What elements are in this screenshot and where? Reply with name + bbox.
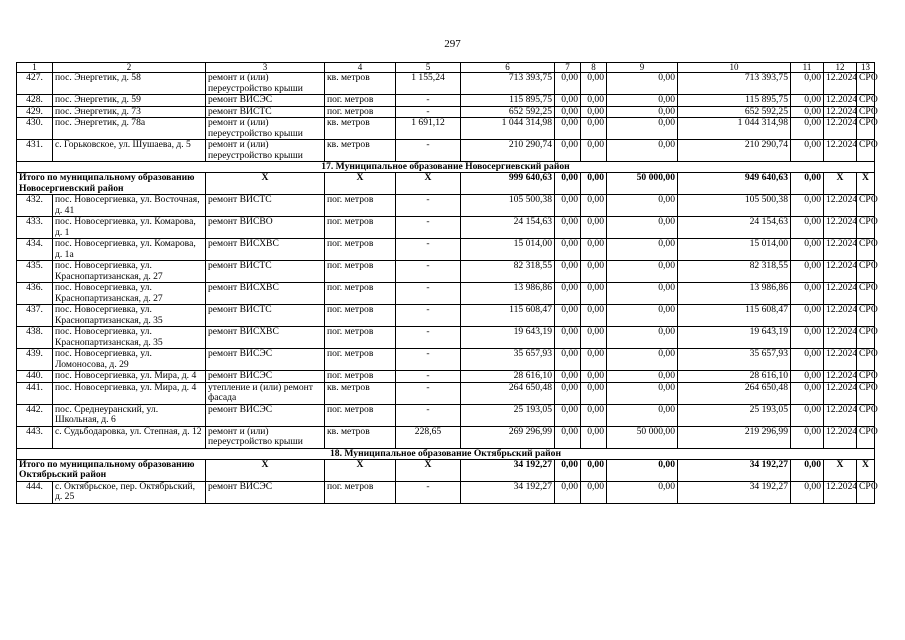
table-cell: пос. Новосергиевка, ул. Комарова, д. 1 (53, 217, 206, 239)
table-cell: - (396, 283, 461, 305)
table-cell: 35 657,93 (678, 349, 791, 371)
table-cell: 0,00 (555, 283, 581, 305)
section-heading: 17. Муниципальное образование Новосергиевский район (17, 162, 875, 173)
table-cell: пог. метров (325, 481, 396, 503)
table-cell: пос. Энергетик, д. 73 (53, 106, 206, 118)
table-cell: 35 657,93 (461, 349, 555, 371)
table-cell: 0,00 (555, 481, 581, 503)
table-cell: 433. (17, 217, 53, 239)
table-cell: 12.2024 (824, 305, 857, 327)
table-cell: ремонт и (или) переустройство крыши (206, 140, 325, 162)
table-cell: 0,00 (581, 371, 607, 383)
table-cell: СРО (857, 261, 875, 283)
table-cell: пос. Новосергиевка, ул. Краснопартизанская, д. 35 (53, 305, 206, 327)
column-number-cell: 8 (581, 63, 607, 73)
table-cell: СРО (857, 217, 875, 239)
table-cell: - (396, 261, 461, 283)
total-cell: 0,00 (581, 173, 607, 195)
table-row (17, 371, 875, 383)
table-cell: 438. (17, 327, 53, 349)
table-cell: ремонт ВИСТС (206, 106, 325, 118)
column-number-cell: 6 (461, 63, 555, 73)
table-cell: 440. (17, 371, 53, 383)
table-cell: 15 014,00 (461, 239, 555, 261)
table-cell: 0,00 (791, 404, 824, 426)
table-cell: 264 650,48 (461, 382, 555, 404)
table-cell: 0,00 (555, 118, 581, 140)
table-cell: 0,00 (791, 426, 824, 448)
table-cell: СРО (857, 239, 875, 261)
column-number-cell: 11 (791, 63, 824, 73)
table-cell: 0,00 (607, 349, 678, 371)
total-cell: X (325, 173, 396, 195)
table-cell: - (396, 106, 461, 118)
column-number-cell: 7 (555, 63, 581, 73)
table-cell: - (396, 195, 461, 217)
table-cell: СРО (857, 349, 875, 371)
total-cell: 0,00 (607, 459, 678, 481)
table-cell: 12.2024 (824, 404, 857, 426)
table-cell: 0,00 (555, 305, 581, 327)
table-cell: 12.2024 (824, 239, 857, 261)
column-number-cell: 9 (607, 63, 678, 73)
total-row (17, 459, 875, 481)
table-cell: 0,00 (791, 217, 824, 239)
table-cell: 431. (17, 140, 53, 162)
table-cell: 228,65 (396, 426, 461, 448)
table-cell: пог. метров (325, 106, 396, 118)
table-cell: 430. (17, 118, 53, 140)
table-cell: 0,00 (555, 371, 581, 383)
table-cell: 34 192,27 (461, 481, 555, 503)
table-cell: пос. Новосергиевка, ул. Мира, д. 4 (53, 371, 206, 383)
table-cell: 12.2024 (824, 426, 857, 448)
table-cell: ремонт ВИСХВС (206, 327, 325, 349)
table-cell: 439. (17, 349, 53, 371)
total-cell: 0,00 (581, 459, 607, 481)
total-cell: X (824, 459, 857, 481)
table-cell: - (396, 217, 461, 239)
table-cell: пос. Новосергиевка, ул. Краснопартизанская, д. 27 (53, 283, 206, 305)
total-cell: 34 192,27 (678, 459, 791, 481)
table-cell: 0,00 (607, 305, 678, 327)
section-heading-row (17, 162, 875, 173)
table-cell: 12.2024 (824, 106, 857, 118)
table-cell: 24 154,63 (678, 217, 791, 239)
table-cell: пог. метров (325, 327, 396, 349)
table-cell: 210 290,74 (461, 140, 555, 162)
table-cell: 0,00 (607, 118, 678, 140)
table-row (17, 382, 875, 404)
table-cell: 429. (17, 106, 53, 118)
table-cell: 115 608,47 (678, 305, 791, 327)
table-cell: 105 500,38 (461, 195, 555, 217)
column-number-cell: 4 (325, 63, 396, 73)
table-cell: - (396, 95, 461, 107)
table-cell: 0,00 (581, 305, 607, 327)
table-row (17, 239, 875, 261)
table-cell: 0,00 (791, 106, 824, 118)
table-cell: пос. Новосергиевка, ул. Краснопартизанская, д. 35 (53, 327, 206, 349)
table-cell: 12.2024 (824, 371, 857, 383)
table-cell: ремонт ВИСЭС (206, 95, 325, 107)
table-cell: 0,00 (581, 140, 607, 162)
table-cell: ремонт ВИСЭС (206, 371, 325, 383)
total-cell: 0,00 (791, 173, 824, 195)
total-cell: 50 000,00 (607, 173, 678, 195)
total-cell: 0,00 (555, 173, 581, 195)
table-row (17, 261, 875, 283)
table-cell: кв. метров (325, 118, 396, 140)
table-cell: СРО (857, 305, 875, 327)
table-cell: 0,00 (581, 73, 607, 95)
table-cell: пос. Новосергиевка, ул. Комарова, д. 1а (53, 239, 206, 261)
table-cell: 0,00 (581, 261, 607, 283)
table-cell: 115 608,47 (461, 305, 555, 327)
column-number-cell: 10 (678, 63, 791, 73)
table-cell: 1 044 314,98 (678, 118, 791, 140)
table-cell: 105 500,38 (678, 195, 791, 217)
table-cell: пос. Новосергиевка, ул. Краснопартизанская, д. 27 (53, 261, 206, 283)
total-cell: X (396, 173, 461, 195)
total-cell: 949 640,63 (678, 173, 791, 195)
table-cell: 0,00 (581, 382, 607, 404)
table-cell: - (396, 349, 461, 371)
table-cell: 269 296,99 (461, 426, 555, 448)
table-cell: СРО (857, 426, 875, 448)
table-cell: 0,00 (607, 371, 678, 383)
table-cell: 0,00 (607, 195, 678, 217)
table-row (17, 217, 875, 239)
table-cell: 0,00 (791, 239, 824, 261)
table-cell: 12.2024 (824, 95, 857, 107)
table-row (17, 327, 875, 349)
table-cell: ремонт и (или) переустройство крыши (206, 426, 325, 448)
table-cell: пог. метров (325, 261, 396, 283)
table-cell: 82 318,55 (461, 261, 555, 283)
table-cell: пос. Новосергиевка, ул. Восточная, д. 41 (53, 195, 206, 217)
table-cell: 0,00 (791, 95, 824, 107)
table-cell: 0,00 (581, 283, 607, 305)
table-row (17, 140, 875, 162)
table-cell: кв. метров (325, 73, 396, 95)
table-cell: пог. метров (325, 283, 396, 305)
table-cell: 435. (17, 261, 53, 283)
table-cell: 0,00 (607, 140, 678, 162)
total-cell: X (857, 459, 875, 481)
column-number-cell: 13 (857, 63, 875, 73)
table-cell: СРО (857, 140, 875, 162)
table-cell: пог. метров (325, 239, 396, 261)
total-cell: X (325, 459, 396, 481)
table-cell: пос. Энергетик, д. 58 (53, 73, 206, 95)
table-cell: 219 296,99 (678, 426, 791, 448)
table-row (17, 73, 875, 95)
table-cell: ремонт ВИСТС (206, 195, 325, 217)
table-cell: кв. метров (325, 426, 396, 448)
table-cell: 0,00 (581, 217, 607, 239)
table-cell: - (396, 382, 461, 404)
table-cell: 437. (17, 305, 53, 327)
table-cell: 12.2024 (824, 195, 857, 217)
table-cell: 0,00 (555, 261, 581, 283)
table-cell: 115 895,75 (461, 95, 555, 107)
table-cell: - (396, 305, 461, 327)
table-cell: ремонт и (или) переустройство крыши (206, 118, 325, 140)
table-cell: 0,00 (791, 261, 824, 283)
table-row (17, 305, 875, 327)
column-number-cell: 2 (53, 63, 206, 73)
table-cell: 0,00 (791, 349, 824, 371)
section-heading: 18. Муниципальное образование Октябрьский район (17, 448, 875, 459)
table-cell: - (396, 327, 461, 349)
table-cell: 0,00 (607, 327, 678, 349)
table-cell: 0,00 (555, 217, 581, 239)
table-cell: с. Горьковское, ул. Шушаева, д. 5 (53, 140, 206, 162)
table-cell: с. Судьбодаровка, ул. Степная, д. 12 (53, 426, 206, 448)
table-cell: 443. (17, 426, 53, 448)
table-cell: 264 650,48 (678, 382, 791, 404)
table-cell: 50 000,00 (607, 426, 678, 448)
table-cell: 0,00 (581, 118, 607, 140)
total-row (17, 173, 875, 195)
table-cell: 1 044 314,98 (461, 118, 555, 140)
total-label: Итого по муниципальному образованию Октябрьский район (17, 459, 206, 481)
table-cell: - (396, 140, 461, 162)
table-cell: 12.2024 (824, 140, 857, 162)
table-cell: ремонт ВИСТС (206, 261, 325, 283)
table-cell: пог. метров (325, 349, 396, 371)
table-cell: 428. (17, 95, 53, 107)
column-number-cell: 1 (17, 63, 53, 73)
table-cell: 210 290,74 (678, 140, 791, 162)
table-cell: 0,00 (607, 481, 678, 503)
table-cell: СРО (857, 73, 875, 95)
table-cell: 12.2024 (824, 118, 857, 140)
table-cell: 12.2024 (824, 217, 857, 239)
table-cell: 432. (17, 195, 53, 217)
table-cell: 12.2024 (824, 73, 857, 95)
table-row (17, 106, 875, 118)
table-cell: пос. Энергетик, д. 59 (53, 95, 206, 107)
table-cell: ремонт ВИСЭС (206, 349, 325, 371)
table-cell: 12.2024 (824, 283, 857, 305)
table-cell: 713 393,75 (678, 73, 791, 95)
total-cell: X (206, 173, 325, 195)
table-cell: 444. (17, 481, 53, 503)
table-cell: 12.2024 (824, 481, 857, 503)
table-cell: 713 393,75 (461, 73, 555, 95)
table-cell: 0,00 (581, 481, 607, 503)
page-number: 297 (444, 38, 461, 50)
column-number-cell: 3 (206, 63, 325, 73)
table-cell: ремонт и (или) переустройство крыши (206, 73, 325, 95)
table-row (17, 283, 875, 305)
table-cell: 436. (17, 283, 53, 305)
table-cell: пог. метров (325, 217, 396, 239)
table-cell: ремонт ВИСЭС (206, 481, 325, 503)
table-cell: 0,00 (581, 195, 607, 217)
table-cell: пос. Новосергиевка, ул. Ломоносова, д. 29 (53, 349, 206, 371)
table-cell: 0,00 (791, 481, 824, 503)
section-heading-row (17, 448, 875, 459)
table-cell: 0,00 (791, 327, 824, 349)
table-cell: 0,00 (555, 327, 581, 349)
table-cell: ремонт ВИСЭС (206, 404, 325, 426)
table-cell: 1 155,24 (396, 73, 461, 95)
table-cell: 434. (17, 239, 53, 261)
table-cell: ремонт ВИСТС (206, 305, 325, 327)
table-cell: 0,00 (791, 118, 824, 140)
table-cell: 0,00 (555, 73, 581, 95)
table-cell: - (396, 239, 461, 261)
table-cell: 25 193,05 (461, 404, 555, 426)
table-cell: пос. Энергетик, д. 78а (53, 118, 206, 140)
table-cell: 442. (17, 404, 53, 426)
table-cell: 115 895,75 (678, 95, 791, 107)
table-cell: пог. метров (325, 95, 396, 107)
table-cell: 1 691,12 (396, 118, 461, 140)
table-cell: 0,00 (791, 305, 824, 327)
table-cell: - (396, 404, 461, 426)
table-cell: 0,00 (791, 195, 824, 217)
table-cell: 0,00 (555, 106, 581, 118)
table-cell: кв. метров (325, 382, 396, 404)
table-cell: 652 592,25 (461, 106, 555, 118)
table-cell: 82 318,55 (678, 261, 791, 283)
table-cell: 0,00 (555, 195, 581, 217)
table-cell: СРО (857, 404, 875, 426)
table-cell: 427. (17, 73, 53, 95)
table-cell: пос. Новосергиевка, ул. Мира, д. 4 (53, 382, 206, 404)
column-number-cell: 5 (396, 63, 461, 73)
table-cell: 0,00 (791, 283, 824, 305)
table-cell: 12.2024 (824, 349, 857, 371)
total-cell: 999 640,63 (461, 173, 555, 195)
total-cell: X (396, 459, 461, 481)
table-row (17, 349, 875, 371)
table-cell: 0,00 (581, 239, 607, 261)
table-cell: 0,00 (791, 73, 824, 95)
table-cell: 0,00 (607, 283, 678, 305)
table-cell: 25 193,05 (678, 404, 791, 426)
table-cell: с. Октябрьское, пер. Октябрьский, д. 25 (53, 481, 206, 503)
table-cell: 34 192,27 (678, 481, 791, 503)
table-cell: СРО (857, 382, 875, 404)
table-cell: 19 643,19 (678, 327, 791, 349)
table-cell: СРО (857, 327, 875, 349)
table-cell: 15 014,00 (678, 239, 791, 261)
table-cell: 652 592,25 (678, 106, 791, 118)
total-cell: 0,00 (555, 459, 581, 481)
table-cell: СРО (857, 95, 875, 107)
table-cell: 0,00 (581, 426, 607, 448)
table-row (17, 95, 875, 107)
table-cell: утепление и (или) ремонт фасада (206, 382, 325, 404)
table-cell: СРО (857, 118, 875, 140)
capital-repair-table (16, 62, 878, 504)
table-cell: пог. метров (325, 371, 396, 383)
table-cell: 0,00 (791, 371, 824, 383)
table-cell: пог. метров (325, 305, 396, 327)
table-cell: 0,00 (791, 382, 824, 404)
table-cell: 0,00 (607, 73, 678, 95)
total-cell: 34 192,27 (461, 459, 555, 481)
table-cell: 0,00 (607, 106, 678, 118)
table-cell: - (396, 481, 461, 503)
table-cell: 0,00 (581, 327, 607, 349)
table-cell: 0,00 (581, 95, 607, 107)
table-cell: 0,00 (607, 239, 678, 261)
total-cell: X (857, 173, 875, 195)
table-cell: 19 643,19 (461, 327, 555, 349)
table-cell: СРО (857, 195, 875, 217)
table-cell: 12.2024 (824, 261, 857, 283)
table-cell: 0,00 (791, 140, 824, 162)
table-cell: 0,00 (607, 95, 678, 107)
table-row (17, 426, 875, 448)
column-number-cell: 12 (824, 63, 857, 73)
table-cell: кв. метров (325, 140, 396, 162)
table-row (17, 481, 875, 503)
total-cell: X (206, 459, 325, 481)
table-cell: ремонт ВИСВО (206, 217, 325, 239)
table-cell: 0,00 (555, 404, 581, 426)
table-cell: СРО (857, 481, 875, 503)
table-cell: 0,00 (607, 404, 678, 426)
table-row (17, 195, 875, 217)
total-cell: 0,00 (791, 459, 824, 481)
table-cell: 0,00 (607, 382, 678, 404)
table-cell: пог. метров (325, 195, 396, 217)
table-cell: 0,00 (555, 239, 581, 261)
table-cell: пос. Среднеуранский, ул. Школьная, д. 6 (53, 404, 206, 426)
table-row (17, 404, 875, 426)
total-label: Итого по муниципальному образованию Новосергиевский район (17, 173, 206, 195)
table-cell: 0,00 (607, 217, 678, 239)
column-number-row (17, 63, 875, 73)
table-cell: СРО (857, 283, 875, 305)
table-cell: 0,00 (555, 349, 581, 371)
table-cell: - (396, 371, 461, 383)
table-row (17, 118, 875, 140)
table-cell: пог. метров (325, 404, 396, 426)
table-cell: СРО (857, 371, 875, 383)
table-cell: ремонт ВИСХВС (206, 283, 325, 305)
table-cell: 12.2024 (824, 327, 857, 349)
table-cell: 0,00 (555, 426, 581, 448)
table-cell: 28 616,10 (678, 371, 791, 383)
table-cell: 28 616,10 (461, 371, 555, 383)
total-cell: X (824, 173, 857, 195)
table-cell: 13 986,86 (461, 283, 555, 305)
table-cell: 0,00 (581, 404, 607, 426)
table-cell: СРО (857, 106, 875, 118)
table-cell: 13 986,86 (678, 283, 791, 305)
table-cell: 0,00 (607, 261, 678, 283)
table-cell: 0,00 (555, 95, 581, 107)
table-cell: 0,00 (555, 140, 581, 162)
table-cell: ремонт ВИСХВС (206, 239, 325, 261)
table-cell: 0,00 (581, 349, 607, 371)
table-cell: 441. (17, 382, 53, 404)
table-cell: 12.2024 (824, 382, 857, 404)
table-cell: 0,00 (555, 382, 581, 404)
table-cell: 24 154,63 (461, 217, 555, 239)
table-cell: 0,00 (581, 106, 607, 118)
